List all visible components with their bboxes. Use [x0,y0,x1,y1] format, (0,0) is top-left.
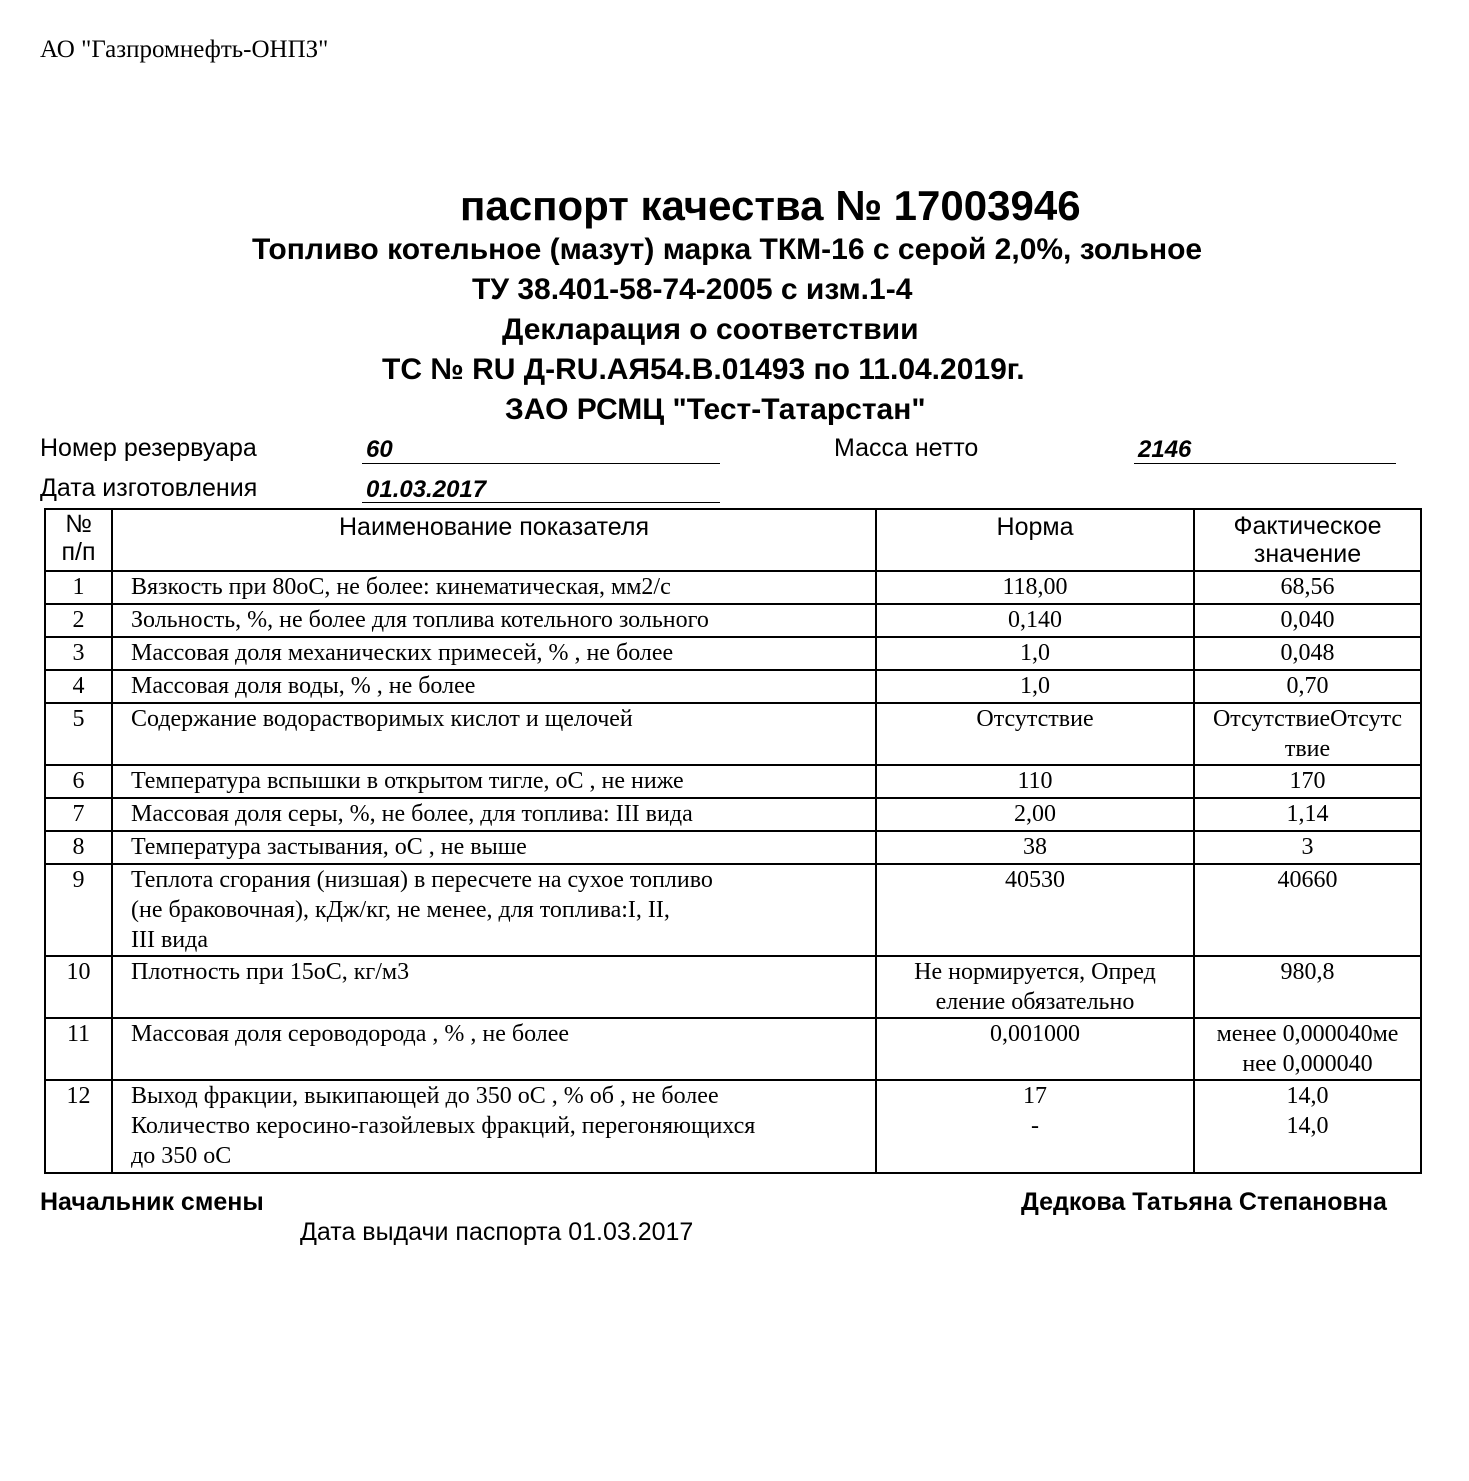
header-actual-line2: значение [1253,540,1362,568]
row-norm-line: 1,0 [1020,640,1050,666]
row-norm [876,571,1194,604]
row-indicator-name-line: Массовая доля серы, %, не более, для топлива: III вида [131,801,693,827]
position-title: Начальник смены [40,1188,264,1216]
tank-underline [362,463,720,464]
row-actual [1194,864,1421,956]
row-actual [1194,1080,1421,1173]
row-indicator-name [112,670,876,703]
tank-label: Номер резервуара [40,434,257,462]
row-actual-line: твие [1284,736,1331,762]
table-row [45,1080,1421,1173]
declaration-line: Декларация о соответствии [502,313,919,346]
row-actual-line: ОтсутствиеОтсутс [1212,706,1403,732]
row-number: 3 [45,637,112,670]
row-norm-line: 110 [1017,768,1053,794]
table-row [45,956,1421,1018]
row-actual [1194,956,1421,1018]
signer-name: Дедкова Татьяна Степановна [1021,1188,1387,1216]
row-indicator-name [112,831,876,864]
row-number: 9 [45,864,112,956]
header-actual [1194,509,1421,571]
row-norm-line: 118,00 [1002,574,1068,600]
row-indicator-name [112,637,876,670]
document-title: паспорт качества № 17003946 [460,182,1081,229]
row-actual-line: нее 0,000040 [1242,1051,1373,1077]
row-norm-line: 38 [1023,834,1047,860]
row-actual [1194,637,1421,670]
row-number: 11 [45,1018,112,1080]
row-indicator-name [112,956,876,1018]
lab-line: ЗАО РСМЦ "Тест-Татарстан" [505,393,926,426]
row-actual [1194,1018,1421,1080]
certificate-line: ТС № RU Д-RU.АЯ54.В.01493 по 11.04.2019г. [382,353,1025,386]
row-number: 5 [45,703,112,765]
row-number: 4 [45,670,112,703]
table-row [45,703,1421,765]
row-actual [1194,604,1421,637]
header-num-line1: № [65,510,92,538]
quality-table [44,508,1422,1174]
row-norm-line: 17 [1023,1083,1047,1109]
row-indicator-name-line: Зольность, %, не более для топлива котельного зольного [131,607,709,633]
row-indicator-name-line: Массовая доля сероводорода , % , не более [131,1021,570,1047]
row-norm-line: - [1031,1113,1039,1139]
row-number: 7 [45,798,112,831]
company-name: АО "Газпромнефть-ОНПЗ" [40,36,329,63]
row-norm [876,1018,1194,1080]
row-actual-line: 14,0 [1286,1083,1329,1109]
table-row [45,1018,1421,1080]
row-indicator-name-line: III вида [131,927,209,953]
mass-label: Масса нетто [834,434,979,462]
row-actual-line: 1,14 [1286,801,1329,827]
row-actual-line: 3 [1301,834,1314,860]
row-norm-line: еление обязательно [935,989,1135,1015]
header-name: Наименование показателя [112,509,876,571]
row-number: 10 [45,956,112,1018]
table-row [45,765,1421,798]
table-row [45,798,1421,831]
row-norm [876,604,1194,637]
header-num [45,509,112,571]
header-num-line2: п/п [61,538,96,566]
row-norm-line: 1,0 [1020,673,1050,699]
row-norm [876,831,1194,864]
row-norm-line: Отсутствие [976,706,1094,732]
row-indicator-name [112,604,876,637]
tank-value: 60 [366,436,393,463]
row-number: 12 [45,1080,112,1173]
row-norm-line: 0,140 [1008,607,1062,633]
row-actual-line: менее 0,000040ме [1216,1021,1399,1047]
row-actual [1194,571,1421,604]
table-row [45,831,1421,864]
table-row [45,571,1421,604]
row-norm [876,703,1194,765]
row-indicator-name-line: Массовая доля механических примесей, % , не более [131,640,674,666]
row-indicator-name-line: Плотность при 15оС, кг/м3 [131,959,410,985]
row-norm [876,798,1194,831]
row-actual-line: 68,56 [1280,574,1335,600]
row-norm [876,765,1194,798]
header-actual-line1: Фактическое [1233,512,1382,540]
row-indicator-name [112,571,876,604]
row-number: 8 [45,831,112,864]
row-norm-line: Не нормируется, Опред [914,959,1156,985]
row-actual-line: 170 [1289,768,1326,794]
row-indicator-name-line: Температура вспышки в открытом тигле, оС , не ниже [131,768,684,794]
row-number: 2 [45,604,112,637]
row-indicator-name-line: Выход фракции, выкипающей до 350 оС , % об , не более [131,1083,719,1109]
header-norm: Норма [876,509,1194,571]
row-actual [1194,670,1421,703]
row-norm [876,670,1194,703]
row-actual [1194,703,1421,765]
row-indicator-name-line: Вязкость при 80оС, не более: кинематическая, мм2/с [131,574,671,600]
row-norm-line: 0,001000 [990,1021,1080,1047]
row-norm [876,1080,1194,1173]
spec-line: ТУ 38.401-58-74-2005 с изм.1-4 [472,273,913,306]
row-indicator-name-line: Содержание водорастворимых кислот и щелочей [131,706,633,732]
row-number: 1 [45,571,112,604]
table-row [45,604,1421,637]
row-norm-line: 40530 [1005,867,1065,893]
row-actual-line: 14,0 [1286,1113,1329,1139]
row-actual-line: 40660 [1277,867,1338,893]
table-row [45,864,1421,956]
row-actual [1194,831,1421,864]
row-indicator-name [112,1080,876,1173]
date-value: 01.03.2017 [366,476,487,503]
mass-underline [1134,463,1396,464]
row-number: 6 [45,765,112,798]
row-indicator-name-line: Температура застывания, оС , не выше [131,834,527,860]
row-norm-line: 2,00 [1014,801,1056,827]
row-indicator-name-line: Теплота сгорания (низшая) в пересчете на сухое топливо [131,867,713,893]
row-norm [876,864,1194,956]
row-actual-line: 0,048 [1280,640,1335,666]
product-name: Топливо котельное (мазут) марка ТКМ-16 с серой 2,0%, зольное [252,233,1203,266]
row-indicator-name-line: до 350 оС [131,1143,232,1169]
table-header-row [45,509,1421,571]
row-actual-line: 0,040 [1280,607,1335,633]
date-underline [362,502,720,503]
date-label: Дата изготовления [40,474,258,502]
row-indicator-name [112,798,876,831]
row-norm [876,956,1194,1018]
row-indicator-name [112,1018,876,1080]
table-row [45,637,1421,670]
row-indicator-name-line: (не браковочная), кДж/кг, не менее, для топлива:I, II, [131,897,670,923]
row-norm [876,637,1194,670]
row-actual-line: 980,8 [1280,959,1335,985]
mass-value: 2146 [1138,436,1192,463]
row-indicator-name [112,765,876,798]
row-indicator-name-line: Количество керосино-газойлевых фракций, перегоняющихся [131,1113,756,1139]
issue-date: Дата выдачи паспорта 01.03.2017 [300,1218,694,1246]
row-actual [1194,765,1421,798]
row-actual-line: 0,70 [1286,673,1329,699]
row-actual [1194,798,1421,831]
row-indicator-name [112,864,876,956]
row-indicator-name [112,703,876,765]
table-row [45,670,1421,703]
row-indicator-name-line: Массовая доля воды, % , не более [131,673,476,699]
